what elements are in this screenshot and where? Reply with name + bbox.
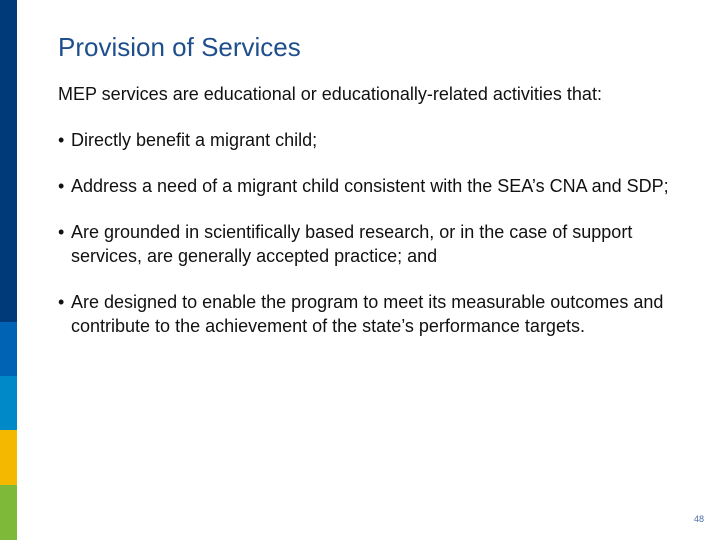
sidebar-segment-blue bbox=[0, 322, 17, 376]
page-number: 48 bbox=[693, 514, 704, 524]
bullet-item bbox=[58, 128, 678, 152]
bullet-list bbox=[58, 128, 678, 360]
bullet-text: Are grounded in scientifically based research, or in the case of support services, are generally accepted practice; and bbox=[71, 222, 633, 266]
intro-text: MEP services are educational or educationally-related activities that: bbox=[58, 84, 602, 104]
bullet-icon: • bbox=[58, 130, 65, 150]
bullet-text: Address a need of a migrant child consistent with the SEA’s CNA and SDP; bbox=[71, 176, 669, 196]
bullet-item bbox=[58, 220, 678, 268]
bullet-icon: • bbox=[58, 176, 65, 196]
bullet-item bbox=[58, 174, 678, 198]
sidebar-segment-light-blue bbox=[0, 376, 17, 430]
sidebar-segment-green bbox=[0, 485, 17, 540]
bullet-icon: • bbox=[58, 222, 65, 242]
bullet-icon: • bbox=[58, 292, 65, 312]
sidebar-segment-yellow bbox=[0, 430, 17, 485]
bullet-item bbox=[58, 290, 678, 338]
sidebar-color-band bbox=[0, 0, 17, 540]
sidebar-segment-navy bbox=[0, 0, 17, 322]
bullet-text: Directly benefit a migrant child; bbox=[71, 130, 318, 150]
slide-title: Provision of Services bbox=[58, 32, 301, 62]
bullet-text: Are designed to enable the program to meet its measurable outcomes and contribute to the achievement of the state’s performance targets. bbox=[71, 292, 664, 336]
